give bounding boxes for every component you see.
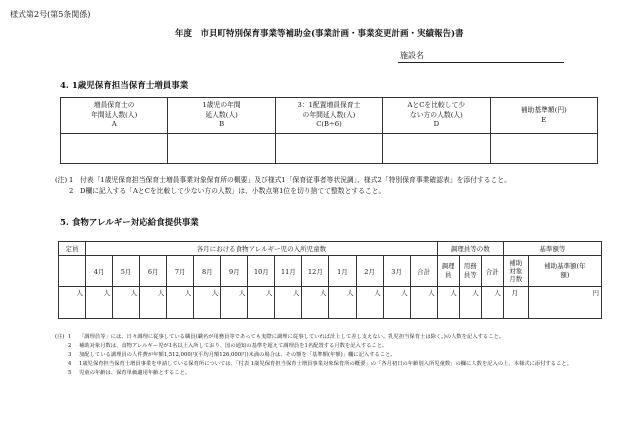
section5-group-header-row — [59, 242, 602, 256]
month-header: 10月 — [248, 256, 275, 287]
capacity-header: 定員 — [59, 242, 86, 256]
facility-name-label: 施設名 — [400, 51, 424, 60]
month-header: 6月 — [140, 256, 167, 287]
month-cell[interactable]: 人 — [113, 287, 140, 319]
section5-column-header-row — [59, 256, 602, 287]
header-col-e: 補助基準額(円) E — [490, 98, 597, 134]
note-number: 1 — [68, 334, 72, 340]
input-cell-a[interactable] — [61, 134, 168, 164]
month-cell[interactable]: 人 — [329, 287, 356, 319]
section4-notes — [55, 175, 600, 197]
staff-header: 用務員等 — [459, 256, 481, 287]
note-number: 2 — [68, 343, 72, 350]
cook-header: 調理員 — [437, 256, 459, 287]
month-cell[interactable]: 人 — [248, 287, 275, 319]
month-header: 8月 — [194, 256, 221, 287]
note-text: D欄に記入する「AとCを比較して少ない方の人数」は、小数点第1位を切り捨てて整数とすること。 — [80, 187, 386, 195]
note-number: 2 — [69, 187, 74, 195]
input-cell-d[interactable] — [383, 134, 490, 164]
standard-amount-cell[interactable]: 円 — [528, 287, 601, 319]
monthly-total-header: 合計 — [410, 256, 437, 287]
section4-heading: 4. 1歳児保育担当保育士増員事業 — [60, 81, 189, 91]
form-number: 様式第2号(第5条関係) — [10, 10, 91, 19]
note-text: 「調理員等」には、日々調理に従事している職員(職名が用務員等であっても実際に調理に従事していれば計上して差し支えない。乳児担当保育士は除く。)の人数を記入すること。 — [79, 334, 505, 340]
month-cell[interactable]: 人 — [275, 287, 302, 319]
input-cell-e[interactable] — [490, 134, 597, 164]
header-col-b: 1歳児の年間 延人数(人) B — [168, 98, 275, 134]
month-header: 3月 — [383, 256, 410, 287]
note-number: 3 — [68, 352, 72, 359]
note-number: 1 — [69, 176, 74, 184]
section4-table — [60, 97, 598, 164]
section4-input-row — [61, 134, 598, 164]
note-text: 付表「1歳児保育担当保育士増員事業対象保育所の概要」及び様式1「保育従事者等状況調」、様式2「特別保育事業確認表」を添付すること。 — [80, 176, 511, 184]
facility-name-field[interactable] — [398, 62, 564, 63]
note-text: 1歳児保育担当保育士増員事業を申請している保育所については、「付表 1歳児保育担当保育士増員事業対象保育所の概要」の「各月初日の年齢別入所児童数」の欄に人数を記入の上、本様式に添付すること。 — [79, 361, 572, 368]
header-col-d: AとCを比較して少 ない方の人数(人) D — [383, 98, 490, 134]
cook-count-header: 調理員等の数 — [437, 242, 503, 256]
month-header: 4月 — [86, 256, 113, 287]
monthly-total-cell[interactable]: 人 — [410, 287, 437, 319]
monthly-count-header: 各月における食物アレルギー児の入所児童数 — [86, 242, 438, 256]
month-cell[interactable]: 人 — [383, 287, 410, 319]
note-number: 5 — [68, 370, 72, 377]
month-cell[interactable]: 人 — [140, 287, 167, 319]
standard-amount-header: 基準額等 — [503, 242, 601, 256]
cook-total-header: 合計 — [481, 256, 503, 287]
month-header: 5月 — [113, 256, 140, 287]
month-cell[interactable]: 人 — [221, 287, 248, 319]
section4-header-row — [61, 98, 598, 134]
month-header: 9月 — [221, 256, 248, 287]
input-cell-b[interactable] — [168, 134, 275, 164]
month-header: 12月 — [302, 256, 329, 287]
section5-table — [58, 241, 602, 319]
month-header: 7月 — [167, 256, 194, 287]
capacity-cell[interactable]: 人 — [59, 287, 86, 319]
subsidy-months-cell[interactable]: 月 — [503, 287, 528, 319]
document-title: 年度 市貝町特別保育事業等補助金(事業計画・事業変更計画・実績報告)書 — [175, 29, 464, 39]
note-label: (注) — [55, 334, 65, 340]
month-cell[interactable]: 人 — [302, 287, 329, 319]
cook-total-cell[interactable]: 人 — [481, 287, 503, 319]
section5-heading: 5. 食物アレルギー対応給食提供事業 — [60, 218, 199, 228]
header-col-c: 3：1配置増員保育士 の年間延人数(人) C(B÷6) — [275, 98, 382, 134]
section5-input-row — [59, 287, 602, 319]
month-cell[interactable]: 人 — [167, 287, 194, 319]
note-text: 児童の年齢は、保育単価適用年齢とすること。 — [79, 370, 191, 377]
standard-annual-header: 補助基準額(年額) — [528, 256, 601, 287]
note-text: 補助対象月数は、食物アレルギー児が1名以上入所しており、国の通知の基準を超えて調理員を1名配置する月数を記入すること。 — [79, 343, 388, 350]
month-header: 2月 — [356, 256, 383, 287]
subsidy-months-header: 補助対象月数 — [503, 256, 528, 287]
note-number: 4 — [68, 361, 72, 368]
note-label: (注) — [55, 176, 68, 184]
header-col-a: 増員保育士の 年間延人数(人) A — [61, 98, 168, 134]
month-header: 1月 — [329, 256, 356, 287]
note-text: 加配している調理員の人件費が年額1,512,000円(平均月額126,000円)未満の場合は、その額を「基準額(年額)」欄に記入すること。 — [79, 352, 396, 359]
month-cell[interactable]: 人 — [356, 287, 383, 319]
capacity-subheader — [59, 256, 86, 287]
staff-cell[interactable]: 人 — [459, 287, 481, 319]
month-header: 11月 — [275, 256, 302, 287]
month-cell[interactable]: 人 — [194, 287, 221, 319]
month-cell[interactable]: 人 — [86, 287, 113, 319]
section5-notes — [55, 333, 615, 378]
input-cell-c[interactable] — [275, 134, 382, 164]
cook-cell[interactable]: 人 — [437, 287, 459, 319]
